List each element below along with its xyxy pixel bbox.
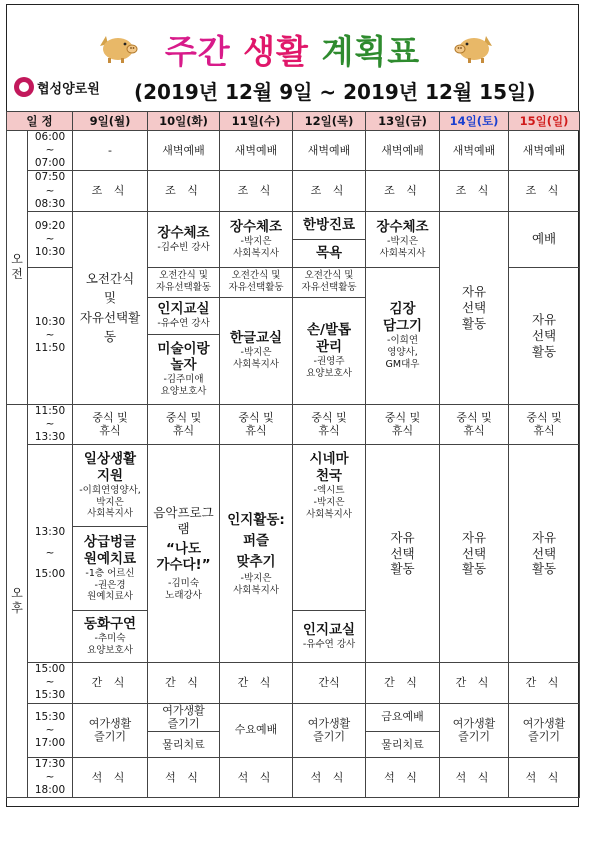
pig-icon xyxy=(450,30,496,64)
cell-mon: 중식 및 휴식 xyxy=(73,404,148,444)
cell-tue: 오전간식 및 자유선택활동 xyxy=(148,267,220,297)
activity-title: 인지교실 xyxy=(157,301,210,318)
cell-tue: 조 식 xyxy=(148,171,220,211)
time-slot: 15:30 ~ 17:00 xyxy=(28,703,73,758)
activity-instructor: -권영주 요양보호사 xyxy=(306,355,352,379)
cell-sun: 여가생활 즐기기 xyxy=(509,703,580,758)
period-pm: 오 후 xyxy=(7,404,28,798)
col-wed: 11일(수) xyxy=(220,112,293,131)
activity-instructor: -1층 어르신 -권은경 원예치료사 xyxy=(85,567,135,603)
cell-mon xyxy=(73,445,148,527)
cell-thu: 중식 및 휴식 xyxy=(293,404,366,444)
activity-instructor: -이희연영양사, 박지은 사회복지사 xyxy=(79,484,141,520)
cell-mon xyxy=(73,527,148,611)
cell-tue: 물리치료 xyxy=(148,732,220,758)
activity-instructor: -박지은 사회복지사 xyxy=(233,573,279,596)
cell-mon: 석 식 xyxy=(73,758,148,798)
cell-tue xyxy=(148,297,220,334)
time-slot: 11:50 ~ 13:30 xyxy=(28,404,73,444)
organization xyxy=(14,74,100,100)
title-part-weekly: 주간 xyxy=(164,32,231,71)
activity-instructor: -박지은 사회복지사 xyxy=(233,235,279,259)
cell-fri: 물리치료 xyxy=(366,732,440,758)
cell-sun: 석 식 xyxy=(509,758,580,798)
cell-sun: 예배 xyxy=(509,211,580,267)
cell-fri: 간 식 xyxy=(366,663,440,703)
cell-wed: 석 식 xyxy=(220,758,293,798)
activity-instructor: -김미숙 노래강사 xyxy=(165,578,202,602)
activity-title: 인지교실 xyxy=(302,622,356,639)
cell-thu: 간식 xyxy=(293,663,366,703)
cell-sun: 자유 선택 활동 xyxy=(509,445,580,663)
cell-thu: 석 식 xyxy=(293,758,366,798)
activity-instructor: -유수연 강사 xyxy=(157,318,210,330)
cell-thu: 한방진료 xyxy=(293,211,366,239)
cell-tue: 간 식 xyxy=(148,663,220,703)
time-slot: 17:30 ~ 18:00 xyxy=(28,758,73,798)
cell-wed xyxy=(220,211,293,267)
activity-title: “나도 가수다!” xyxy=(156,540,211,574)
time-slot: 10:30 ~ 11:50 xyxy=(28,267,73,404)
cell-tue: 석 식 xyxy=(148,758,220,798)
cell-fri: 석 식 xyxy=(366,758,440,798)
cell-thu: 오전간식 및 자유선택활동 xyxy=(293,267,366,297)
cell-wed: 조 식 xyxy=(220,171,293,211)
time-slot: 07:50 ~ 08:30 xyxy=(28,171,73,211)
cell-sun: 조 식 xyxy=(509,171,580,211)
activity-title: 동화구연 xyxy=(83,616,137,633)
activity-instructor: -유수연 강사 xyxy=(302,639,356,651)
period-am: 오 전 xyxy=(7,131,28,405)
col-tue: 10일(화) xyxy=(148,112,220,131)
cell-sat: 새벽예배 xyxy=(440,131,509,171)
activity-instructor: -엑시트 -박지은 사회복지사 xyxy=(306,484,352,520)
cell-wed xyxy=(220,297,293,404)
cell-mon: 조 식 xyxy=(73,171,148,211)
cell-fri xyxy=(366,267,440,404)
cell-sat: 자유 선택 활동 xyxy=(440,211,509,404)
activity-title: 미술이랑 놀자 xyxy=(157,340,210,374)
cell-wed: 새벽예배 xyxy=(220,131,293,171)
col-sun: 15일(일) xyxy=(509,112,580,131)
cell-wed: 중식 및 휴식 xyxy=(220,404,293,444)
activity-instructor: -박지은 사회복지사 xyxy=(379,235,426,259)
activity-title: 장수체조 xyxy=(157,224,210,241)
cell-sat: 중식 및 휴식 xyxy=(440,404,509,444)
activity-title: 김장 담그기 xyxy=(382,301,423,334)
cell-sat: 여가생활 즐기기 xyxy=(440,703,509,758)
cell-fri: 조 식 xyxy=(366,171,440,211)
title-part-life: 생활 xyxy=(243,32,309,71)
activity-instructor: -박지은 사회복지사 xyxy=(233,347,279,371)
activity-instructor: -김수빈 강사 xyxy=(157,241,210,253)
cell-thu xyxy=(293,445,366,611)
schedule-table xyxy=(6,111,580,798)
date-range: (2019년 12월 9일 ~ 2019년 12월 15일) xyxy=(134,80,536,104)
cell-thu: 조 식 xyxy=(293,171,366,211)
col-mon: 9일(월) xyxy=(73,112,148,131)
col-schedule: 일 정 xyxy=(7,112,73,131)
cell-tue xyxy=(148,211,220,267)
time-slot: 13:30 ~ 15:00 xyxy=(28,445,73,663)
activity-title: 손/발톱 관리 xyxy=(306,322,352,355)
cell-fri: 중식 및 휴식 xyxy=(366,404,440,444)
cell-wed: 오전간식 및 자유선택활동 xyxy=(220,267,293,297)
activity-title: 인지활동: 퍼즐 맞추기 xyxy=(227,512,285,571)
col-thu: 12일(목) xyxy=(293,112,366,131)
cell-thu: 여가생활 즐기기 xyxy=(293,703,366,758)
cell-sat: 자유 선택 활동 xyxy=(440,445,509,663)
cell-tue xyxy=(148,334,220,404)
cell-fri xyxy=(366,211,440,267)
activity-instructor: -김주미애 요양보호사 xyxy=(160,374,207,398)
cell-wed xyxy=(220,445,293,663)
activity-title: 상급벙글 원예치료 xyxy=(83,533,137,567)
cell-fri: 새벽예배 xyxy=(366,131,440,171)
cell-mon: 오전간식 및 자유선택활 동 xyxy=(73,211,148,404)
header-row xyxy=(7,112,580,131)
cell-mon: 여가생활 즐기기 xyxy=(73,703,148,758)
time-slot: 06:00 ~ 07:00 xyxy=(28,131,73,171)
cell-wed: 수요예배 xyxy=(220,703,293,758)
cell-tue: 중식 및 휴식 xyxy=(148,404,220,444)
cell-sun: 중식 및 휴식 xyxy=(509,404,580,444)
activity-instructor: -이희연 영양사, GM대우 xyxy=(385,334,420,370)
time-slot: 09:20 ~ 10:30 xyxy=(28,211,73,267)
org-logo-icon xyxy=(14,77,34,97)
cell-mon: 간 식 xyxy=(73,663,148,703)
col-fri: 13일(금) xyxy=(366,112,440,131)
col-sat: 14일(토) xyxy=(440,112,509,131)
cell-tue: 여가생활 즐기기 xyxy=(148,703,220,732)
title-bar xyxy=(6,4,579,111)
activity-title: 장수체조 xyxy=(376,218,429,235)
cell-thu: 새벽예배 xyxy=(293,131,366,171)
activity-title: 장수체조 xyxy=(229,218,283,235)
cell-thu xyxy=(293,297,366,404)
cell-sat: 석 식 xyxy=(440,758,509,798)
org-name: 협성양로원 xyxy=(37,81,100,97)
cell-tue: 새벽예배 xyxy=(148,131,220,171)
cell-wed: 간 식 xyxy=(220,663,293,703)
cell-fri: 자유 선택 활동 xyxy=(366,445,440,663)
cell-thu: 목욕 xyxy=(293,239,366,267)
cell-mon: - xyxy=(73,131,148,171)
time-slot: 15:00 ~ 15:30 xyxy=(28,663,73,703)
activity-title: 일상생활 지원 xyxy=(83,450,137,484)
cell-thu xyxy=(293,611,366,663)
cell-mon xyxy=(73,611,148,663)
cell-fri: 금요예배 xyxy=(366,703,440,732)
cell-tue xyxy=(148,445,220,663)
cell-sat: 조 식 xyxy=(440,171,509,211)
title-part-plan: 계획표 xyxy=(321,32,421,71)
cell-sun: 새벽예배 xyxy=(509,131,580,171)
cell-sat: 간 식 xyxy=(440,663,509,703)
activity-title: 한글교실 xyxy=(229,330,283,347)
activity-instructor: -추미숙 요양보호사 xyxy=(87,633,133,657)
cell-sun: 자유 선택 활동 xyxy=(509,267,580,404)
activity-category: 음악프로그램 xyxy=(153,505,214,536)
cell-sun: 간 식 xyxy=(509,663,580,703)
activity-title: 시네마 천국 xyxy=(309,451,349,484)
